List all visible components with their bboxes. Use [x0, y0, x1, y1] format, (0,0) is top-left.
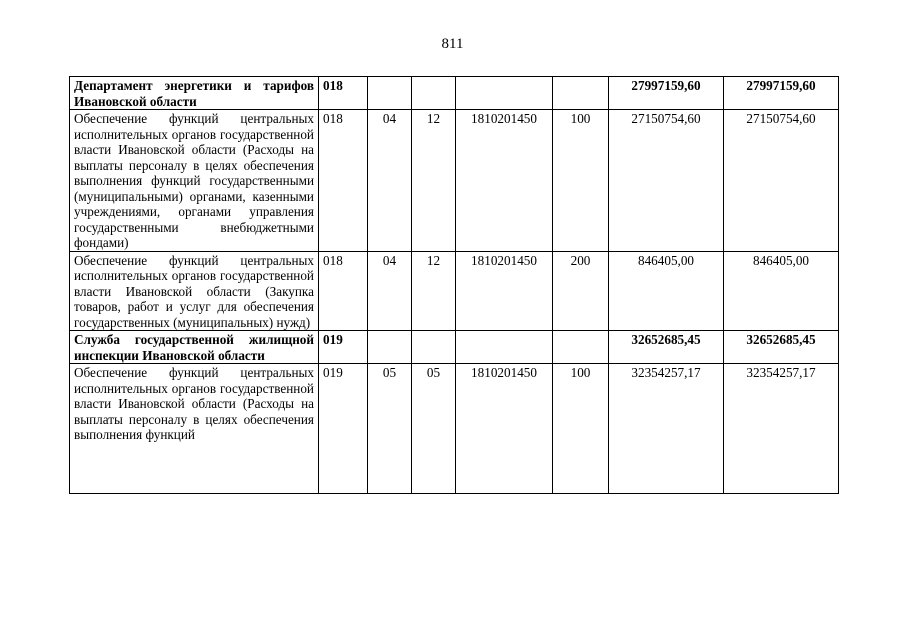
amount-2: 32354257,17	[724, 364, 839, 494]
target-code: 1810201450	[456, 364, 553, 494]
amount-1: 846405,00	[609, 251, 724, 331]
ministry-code: 018	[319, 77, 368, 110]
section-code	[368, 331, 412, 364]
section-code	[368, 77, 412, 110]
amount-1: 27150754,60	[609, 110, 724, 252]
page-number: 811	[441, 36, 464, 52]
subsection-code: 05	[412, 364, 456, 494]
row-name: Обеспечение функций центральных исполнительных органов государственной власти Ивановской области (Расходы на выплаты персоналу в целях обеспечения выполнения функций государственными (муниципальными) органами, казенными учреждениями, органами управления государственными внебюджетными фондами)	[70, 110, 319, 252]
table-row	[70, 110, 839, 252]
row-name: Служба государственной жилищной инспекции Ивановской области	[70, 331, 319, 364]
ministry-code: 018	[319, 110, 368, 252]
target-code: 1810201450	[456, 251, 553, 331]
row-name: Обеспечение функций центральных исполнительных органов государственной власти Ивановской области (Расходы на выплаты персоналу в целях обеспечения выполнения функций	[74, 365, 314, 442]
ministry-code: 019	[319, 364, 368, 494]
amount-1: 32652685,45	[609, 331, 724, 364]
table-row	[70, 77, 839, 110]
target-code	[456, 331, 553, 364]
ministry-code: 019	[319, 331, 368, 364]
amount-1: 27997159,60	[609, 77, 724, 110]
budget-table	[69, 76, 839, 494]
expense-type-code: 200	[553, 251, 609, 331]
section-code: 05	[368, 364, 412, 494]
amount-2: 27150754,60	[724, 110, 839, 252]
amount-2: 27997159,60	[724, 77, 839, 110]
row-name-cell	[70, 364, 319, 494]
amount-2: 846405,00	[724, 251, 839, 331]
section-code: 04	[368, 110, 412, 252]
amount-1: 32354257,17	[609, 364, 724, 494]
subsection-code	[412, 77, 456, 110]
ministry-code: 018	[319, 251, 368, 331]
subsection-code	[412, 331, 456, 364]
table-row	[70, 251, 839, 331]
row-name: Департамент энергетики и тарифов Ивановской области	[70, 77, 319, 110]
table-row	[70, 331, 839, 364]
expense-type-code	[553, 331, 609, 364]
expense-type-code: 100	[553, 364, 609, 494]
subsection-code: 12	[412, 110, 456, 252]
expense-type-code	[553, 77, 609, 110]
amount-2: 32652685,45	[724, 331, 839, 364]
section-code: 04	[368, 251, 412, 331]
expense-type-code: 100	[553, 110, 609, 252]
target-code	[456, 77, 553, 110]
table-row	[70, 364, 839, 494]
subsection-code: 12	[412, 251, 456, 331]
target-code: 1810201450	[456, 110, 553, 252]
row-name: Обеспечение функций центральных исполнительных органов государственной власти Ивановской области (Закупка товаров, работ и услуг для обеспечения государственных (муниципальных) нужд)	[70, 251, 319, 331]
